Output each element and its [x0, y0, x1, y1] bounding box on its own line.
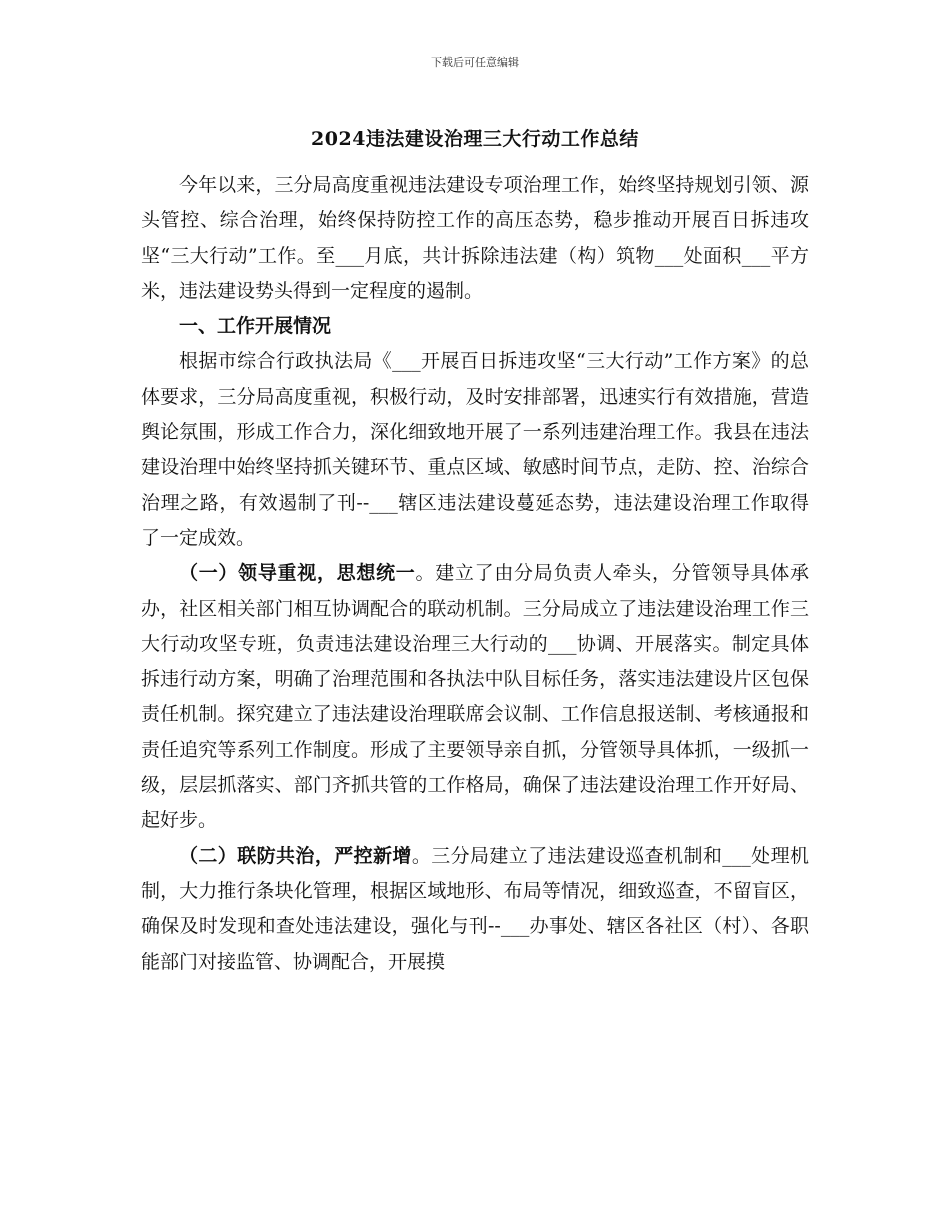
section-paragraph: 根据市综合行政执法局《___开展百日拆违攻坚“三大行动”工作方案》的总体要求，三分局高度重视，积极行动，及时安排部署，迅速实行有效措施，营造舆论氛围，形成工作合力，深化细致地开展了一系列违建治理工作。我县在违法建设治理中始终坚持抓关键环节、重点区域、敏感时间节点，走防、控、治综合治理之路，有效遏制了刊--___辖区违法建设蔓延态势，违法建设治理工作取得了一定成效。: [141, 350, 809, 549]
subsection-text-2: 。三分局建立了违法建设巡查机制和___处理机制，大力推行条块化管理，根据区域地形、布局等情况，细致巡查，不留盲区，确保及时发现和查处违法建设，强化与刊--___办事处、辖区各社区（村）、各职能部门对接监管、协调配合，开展摸: [141, 844, 809, 973]
subsection-paragraph-1: [141, 556, 809, 838]
subsection-lead-1: （一）领导重视，思想统一: [179, 562, 416, 585]
document-title: 2024违法建设治理三大行动工作总结: [311, 128, 639, 150]
section-heading: 一、工作开展情况: [179, 315, 332, 338]
document-body: [141, 168, 809, 980]
subsection-paragraph-2: [141, 839, 809, 980]
subsection-text-1: 。建立了由分局负责人牵头，分管领导具体承办，社区相关部门相互协调配合的联动机制。三分局成立了违法建设治理工作三大行动攻坚专班，负责违法建设治理三大行动的___协调、开展落实。制定具体拆违行动方案，明确了治理范围和各执法中队目标任务，落实违法建设片区包保责任机制。探究建立了违法建设治理联席会议制、工作信息报送制、考核通报和责任追究等系列工作制度。形成了主要领导亲自抓，分管领导具体抓，一级抓一级，层层抓落实、部门齐抓共管的工作格局，确保了违法建设治理工作开好局、起好步。: [141, 562, 809, 832]
header-note: 下载后可任意编辑: [431, 56, 519, 69]
intro-paragraph: 今年以来，三分局高度重视违法建设专项治理工作，始终坚持规划引领、源头管控、综合治理，始终保持防控工作的高压态势，稳步推动开展百日拆违攻坚“三大行动”工作。至___月底，共计拆除违法建（构）筑物___处面积___平方米，违法建设势头得到一定程度的遏制。: [141, 174, 809, 302]
subsection-lead-2: （二）联防共治，严控新增: [179, 844, 412, 867]
